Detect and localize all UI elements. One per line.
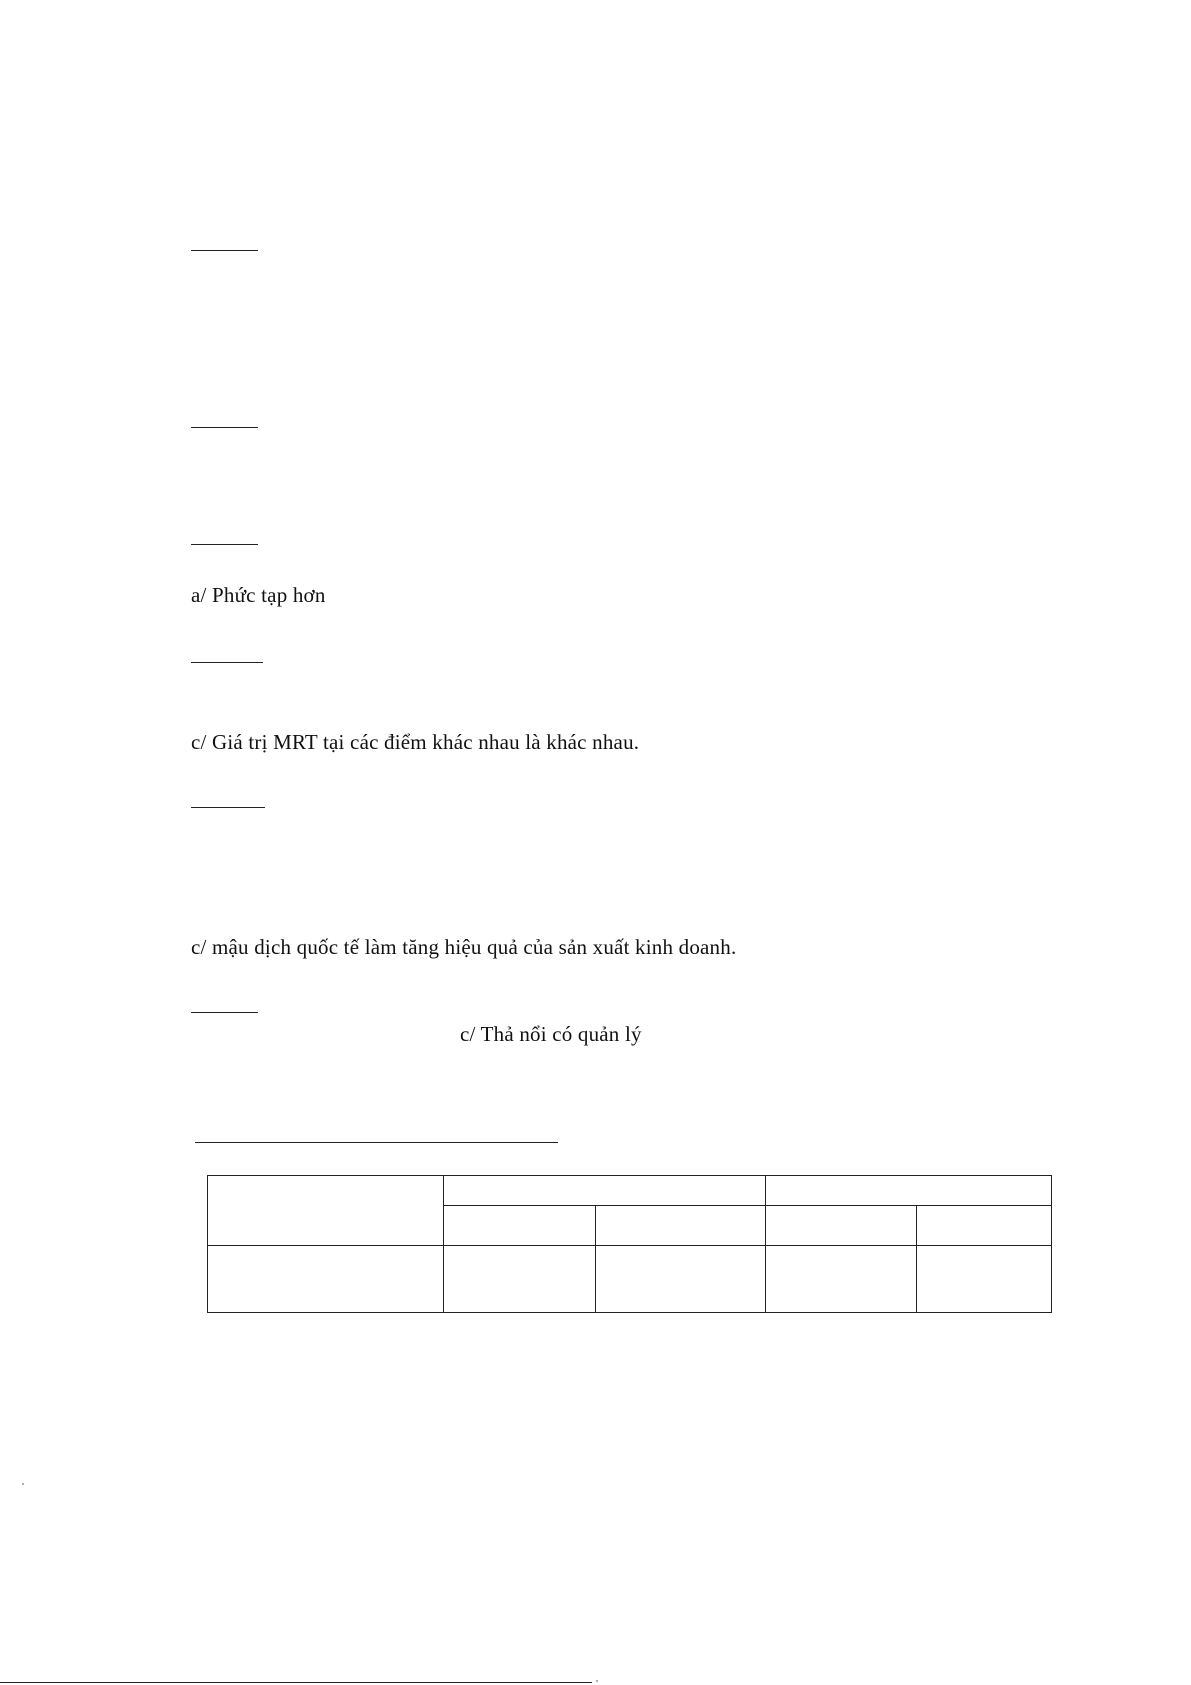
table-border-left bbox=[207, 1175, 208, 1313]
table-row-divider bbox=[443, 1205, 1052, 1206]
answer-text: c/ Giá trị MRT tại các điểm khác nhau là khác nhau. bbox=[191, 730, 640, 754]
heading-underline bbox=[191, 1012, 258, 1013]
table-border-top bbox=[207, 1175, 1052, 1176]
answer-text: c/ Thả nổi có quản lý bbox=[460, 1022, 642, 1046]
table-border-right bbox=[1051, 1175, 1052, 1313]
table-column-divider bbox=[916, 1205, 917, 1313]
table-column-divider bbox=[443, 1175, 444, 1313]
heading-underline bbox=[191, 427, 258, 428]
heading-underline bbox=[191, 250, 258, 251]
heading-underline bbox=[191, 807, 265, 808]
scan-speck bbox=[596, 1680, 598, 1682]
answer-text: a/ Phức tạp hơn bbox=[191, 583, 326, 607]
table-header-divider bbox=[207, 1245, 1052, 1246]
table-column-divider bbox=[765, 1175, 766, 1313]
table-border-bottom bbox=[207, 1312, 1052, 1313]
footnote-rule bbox=[0, 1682, 592, 1683]
answer-text: c/ mậu dịch quốc tế làm tăng hiệu quả của sản xuất kinh doanh. bbox=[191, 935, 737, 959]
heading-underline bbox=[191, 662, 263, 663]
table-column-divider bbox=[595, 1205, 596, 1313]
scan-speck bbox=[22, 1483, 24, 1485]
section-underline bbox=[195, 1142, 558, 1143]
heading-underline bbox=[191, 544, 258, 545]
